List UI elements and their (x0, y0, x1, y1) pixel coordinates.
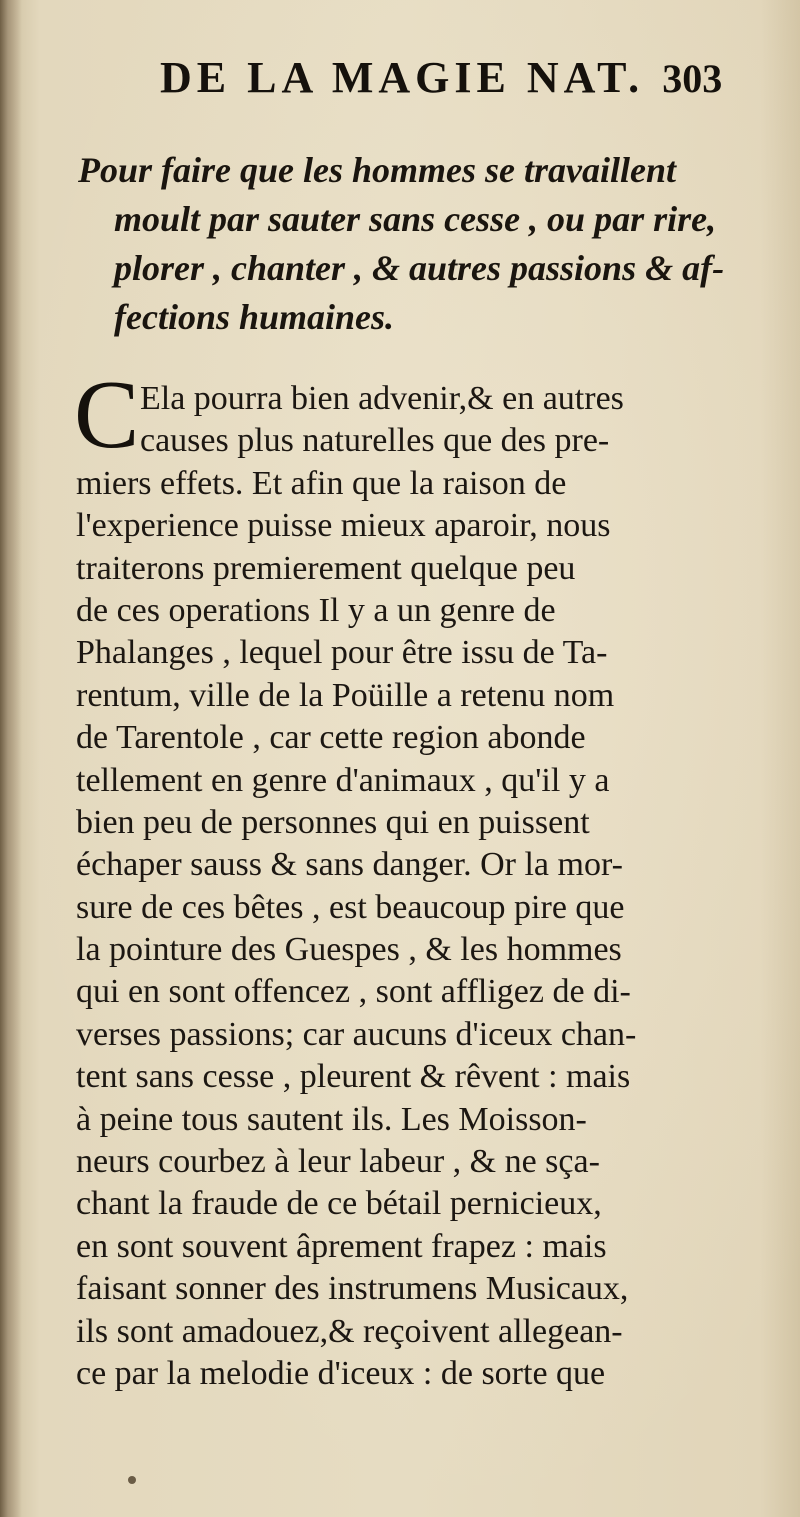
body-line: ils sont amadouez,& reçoivent allegean- (76, 1312, 623, 1350)
body-line: l'experience puisse mieux aparoir, nous (76, 507, 611, 545)
body-line: qui en sont offencez , sont affligez de di- (76, 973, 631, 1011)
body-line: échaper sauss & sans danger. Or la mor- (76, 846, 623, 884)
body-line: tent sans cesse , pleurent & rêvent : mais (76, 1058, 631, 1096)
body-line: sure de ces bêtes , est beaucoup pire que (76, 888, 625, 926)
page-number: 303 (662, 56, 723, 101)
section-heading (78, 146, 758, 342)
body-line: miers effets. Et afin que la raison de (76, 464, 567, 502)
body-line: en sont souvent âprement frapez : mais (76, 1227, 607, 1265)
body-line: ce par la melodie d'iceux : de sorte que (76, 1354, 606, 1392)
heading-line: moult par sauter sans cesse , ou par rire, (114, 199, 717, 239)
body-line: tellement en genre d'animaux , qu'il y a (76, 761, 610, 799)
body-line: Ela pourra bien advenir,& en autres (140, 380, 624, 417)
body-line: rentum, ville de la Poüille a retenu nom (76, 676, 615, 714)
body-line: de ces operations Il y a un genre de (76, 591, 556, 629)
body-line: verses passions; car aucuns d'iceux chan- (76, 1015, 637, 1053)
body-line: à peine tous sautent ils. Les Moisson- (76, 1100, 587, 1138)
body-line: la pointure des Guespes , & les hommes (76, 931, 622, 969)
running-head (160, 52, 780, 104)
body-line: faisant sonner des instrumens Musicaux, (76, 1270, 629, 1308)
running-head-title: DE LA MAGIE NAT. (160, 53, 645, 102)
body-line: traiterons premierement quelque peu (76, 549, 576, 587)
body-line: neurs courbez à leur labeur , & ne sça- (76, 1143, 600, 1181)
page-gutter-shadow (0, 0, 22, 1517)
ink-speck (128, 1476, 136, 1484)
body-line: de Tarentole , car cette region abonde (76, 719, 586, 757)
body-line: bien peu de personnes qui en puissent (76, 803, 590, 841)
body-line: Phalanges , lequel pour être issu de Ta- (76, 634, 608, 672)
drop-cap-initial: C (74, 361, 140, 469)
heading-line: Pour faire que les hommes se travaillent (78, 150, 676, 190)
body-line: chant la fraude de ce bétail pernicieux, (76, 1185, 602, 1223)
body-paragraph (76, 378, 766, 1395)
heading-line: fections humaines. (114, 297, 395, 337)
heading-line: plorer , chanter , & autres passions & af- (114, 248, 725, 288)
body-line: causes plus naturelles que des pre- (140, 422, 610, 460)
